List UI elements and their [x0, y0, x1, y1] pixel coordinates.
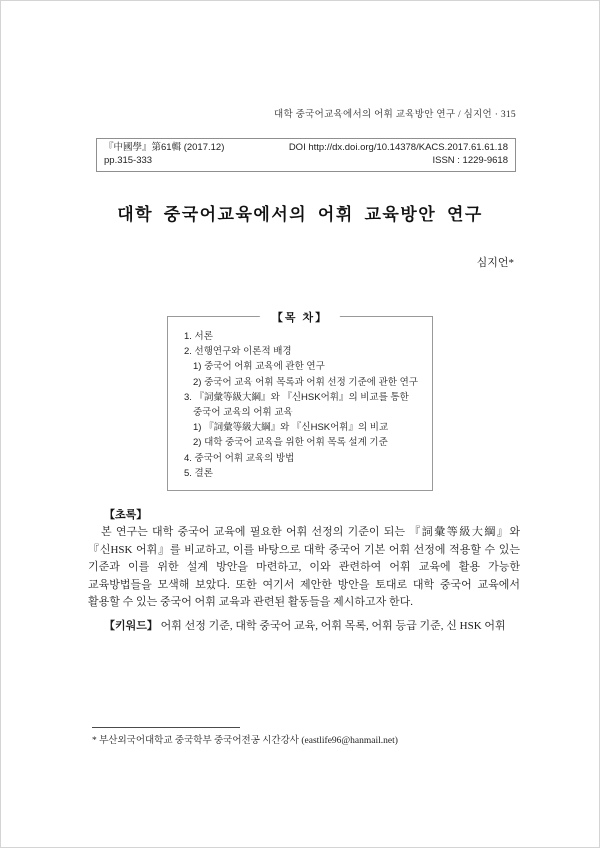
footnote-divider [92, 727, 240, 728]
paper-title: 대학 중국어교육에서의 어휘 교육방안 연구 [117, 205, 483, 224]
issn: ISSN : 1229-9618 [432, 154, 508, 166]
toc-item: 5. 결론 [184, 467, 213, 479]
keywords-line [104, 618, 520, 634]
toc-item: 2) 중국어 교육 어휘 목록과 어휘 선정 기준에 관한 연구 [193, 376, 418, 388]
toc-item: 4. 중국어 어휘 교육의 방법 [184, 452, 295, 464]
toc-item: 1. 서론 [184, 331, 213, 342]
running-header: 대학 중국어교육에서의 어휘 교육방안 연구 / 심지언 · 315 [274, 110, 516, 120]
toc-item: 중국어 교육의 어휘 교육 [193, 407, 293, 419]
journal-issue: 『中國學』第61輯 (2017.12) [104, 142, 225, 153]
author-footnote: * 부산외국어대학교 중국학부 중국어전공 시간강사 (eastlife96@hanmail.net) [92, 736, 398, 746]
toc-item: 1) 중국어 어휘 교육에 관한 연구 [193, 361, 325, 373]
toc-heading: 【목 차】 [260, 309, 340, 325]
doi: DOI http://dx.doi.org/10.14378/KACS.2017.61.61.18 [288, 142, 508, 153]
abstract-text: 본 연구는 대학 중국어 교육에 필요한 어휘 선정의 기준이 되는 『詞彙等級大綱』와 『신HSK 어휘』를 비교하고, 이를 바탕으로 대학 중국어 기본 어휘 선정에 적용할 수 있는 기준과 이를 위한 설계 방안을 마련하고, 이와 관련하여 어휘 교육에 활용 가능한 교육방법들을 모색해 보았다. 또한 여기서 제안한 방안을 토대로 대학 중국어 교육에서 활용할 수 있는 중국어 어휘 교육과 관련된 활동들을 제시하고자 한다. [88, 526, 520, 609]
journal-info-box [96, 138, 516, 172]
page-range: pp.315-333 [104, 154, 153, 166]
author-name: 심지언* [476, 257, 514, 269]
table-of-contents [167, 312, 433, 491]
journal-issue-block [104, 142, 224, 167]
doi-issn-block [289, 142, 508, 167]
toc-item: 2) 대학 중국어 교육을 위한 어휘 목록 설계 기준 [193, 437, 388, 449]
keywords-text: 어휘 선정 기준, 대학 중국어 교육, 어휘 목록, 어휘 등급 기준, 신 HSK 어휘 [160, 620, 506, 632]
toc-item: 3. 『詞彙等級大綱』와 『신HSK어휘』의 비교를 통한 [184, 391, 409, 403]
toc-item: 1) 『詞彙等級大綱』와 『신HSK어휘』의 비교 [193, 422, 389, 434]
abstract-heading: 【초록】 [104, 509, 148, 521]
keywords-label: 【키워드】 [104, 620, 158, 632]
toc-item: 2. 선행연구와 이론적 배경 [184, 346, 292, 358]
